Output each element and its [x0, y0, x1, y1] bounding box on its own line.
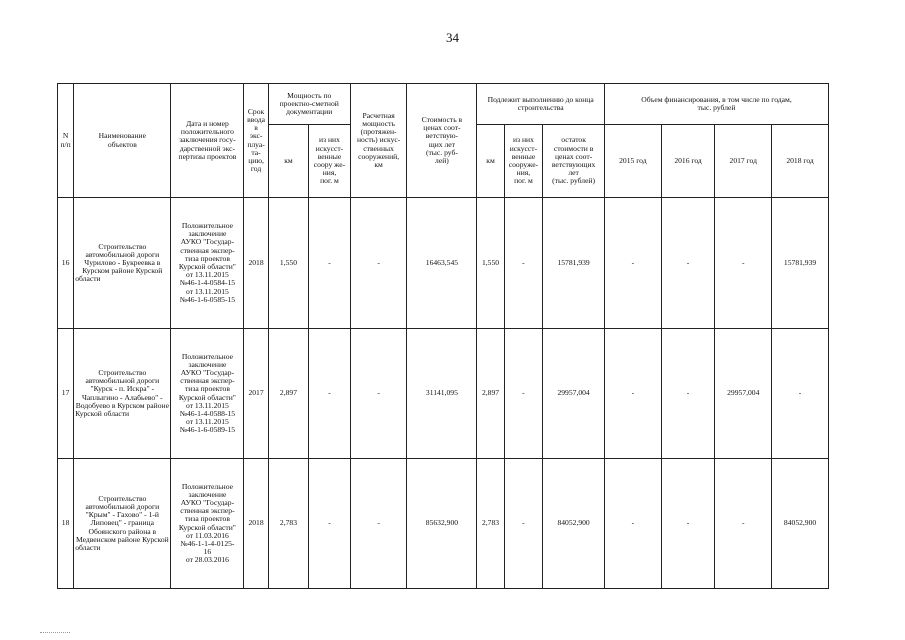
cell-2018: 84052,900 [772, 459, 829, 589]
cell-km: 2,783 [268, 459, 309, 589]
header-row-1 [58, 84, 829, 125]
cell-term: 2018 [244, 459, 268, 589]
cell-name: Строительство автомобильной дороги "Курск - п. Искра" - Чаплыгино - Алабьево" - Водобуево в Курском районе Курской области [74, 329, 171, 459]
table-row [58, 459, 829, 589]
cell-2015: - [605, 329, 662, 459]
cell-rem-km: 2,783 [477, 459, 504, 589]
header-num: N п/п [58, 84, 74, 198]
cell-km: 1,550 [268, 198, 309, 329]
cell-2017: - [715, 459, 772, 589]
table-row [58, 198, 829, 329]
cell-calc: - [350, 198, 407, 329]
cell-expertise: Положительное заключение АУКО "Государ- ственная экспер- тиза проектов Курской области" от 11.03.2016 №46-1-1-4-0125- 16 от 28.03.2016 [171, 459, 244, 589]
cell-2018: - [772, 329, 829, 459]
header-year-2015: 2015 год [605, 125, 662, 198]
cell-km: 2,897 [268, 329, 309, 459]
cell-rem-cost: 84052,900 [543, 459, 605, 589]
cell-2016: - [661, 459, 715, 589]
header-capacity-struct: из них искусст- венные соору же- ния, пог. м [309, 125, 351, 198]
header-remaining-struct: из них искусст- венные сооруже- ния, пог. м [504, 125, 542, 198]
cell-2015: - [605, 198, 662, 329]
header-name: Наименование объектов [74, 84, 171, 198]
cell-calc: - [350, 329, 407, 459]
financing-table [57, 83, 829, 589]
page-number: 34 [446, 30, 459, 45]
cell-rem-km: 1,550 [477, 198, 504, 329]
header-year-2016: 2016 год [661, 125, 715, 198]
table-row [58, 329, 829, 459]
cell-cost: 85632,900 [407, 459, 477, 589]
header-cost: Стоимость в ценах соот- ветствую- щих лет (тыс. руб- лей) [407, 84, 477, 198]
scan-margin-mark [40, 632, 70, 636]
cell-expertise: Положительное заключение АУКО "Государ- ственная экспер- тиза проектов Курской области" от 13.11.2015 №46-1-4-0588-15 от 13.11.2015 №46-1-6-0589-15 [171, 329, 244, 459]
cell-term: 2017 [244, 329, 268, 459]
header-remaining-group: Подлежит выполнению до конца строительства [477, 84, 605, 125]
cell-struct: - [309, 459, 351, 589]
header-term: Срок ввода в экс- плуа- та- цию, год [244, 84, 268, 198]
cell-num: 16 [58, 198, 74, 329]
header-expertise: Дата и номер положительного заключения госу- дарственной экс- пертизы проектов [171, 84, 244, 198]
cell-rem-struct: - [504, 329, 542, 459]
cell-expertise: Положительное заключение АУКО "Государ- ственная экспер- тиза проектов Курской области" от 13.11.2015 №46-1-4-0584-15 от 13.11.2015 №46-1-6-0585-15 [171, 198, 244, 329]
cell-rem-struct: - [504, 459, 542, 589]
header-remaining-km: км [477, 125, 504, 198]
cell-cost: 31141,095 [407, 329, 477, 459]
header-financing-group: Объем финансирования, в том числе по годам, тыс. рублей [605, 84, 829, 125]
cell-2015: - [605, 459, 662, 589]
cell-cost: 16463,545 [407, 198, 477, 329]
cell-calc: - [350, 459, 407, 589]
header-calc-capacity: Расчетная мощность (протяжен- ность) искус- ственных сооружений, км [350, 84, 407, 198]
header-capacity-group: Мощность по проектно-сметной документации [268, 84, 350, 125]
cell-struct: - [309, 198, 351, 329]
cell-2016: - [661, 198, 715, 329]
cell-name: Строительство автомобильной дороги "Крым" - Гахово" - 1-й Липовец" - граница Обоянского района в Медвенском районе Курской области [74, 459, 171, 589]
header-remaining-cost: остаток стоимости в ценах соот- ветствующих лет (тыс. рублей) [543, 125, 605, 198]
cell-rem-km: 2,897 [477, 329, 504, 459]
cell-name: Строительство автомобильной дороги Чурилово - Букреевка в Курском районе Курской области [74, 198, 171, 329]
cell-term: 2018 [244, 198, 268, 329]
header-capacity-km: км [268, 125, 309, 198]
cell-rem-struct: - [504, 198, 542, 329]
cell-rem-cost: 29957,004 [543, 329, 605, 459]
cell-2016: - [661, 329, 715, 459]
cell-num: 17 [58, 329, 74, 459]
cell-2017: 29957,004 [715, 329, 772, 459]
cell-2017: - [715, 198, 772, 329]
header-year-2018: 2018 год [772, 125, 829, 198]
cell-struct: - [309, 329, 351, 459]
cell-num: 18 [58, 459, 74, 589]
cell-rem-cost: 15781,939 [543, 198, 605, 329]
cell-2018: 15781,939 [772, 198, 829, 329]
header-year-2017: 2017 год [715, 125, 772, 198]
